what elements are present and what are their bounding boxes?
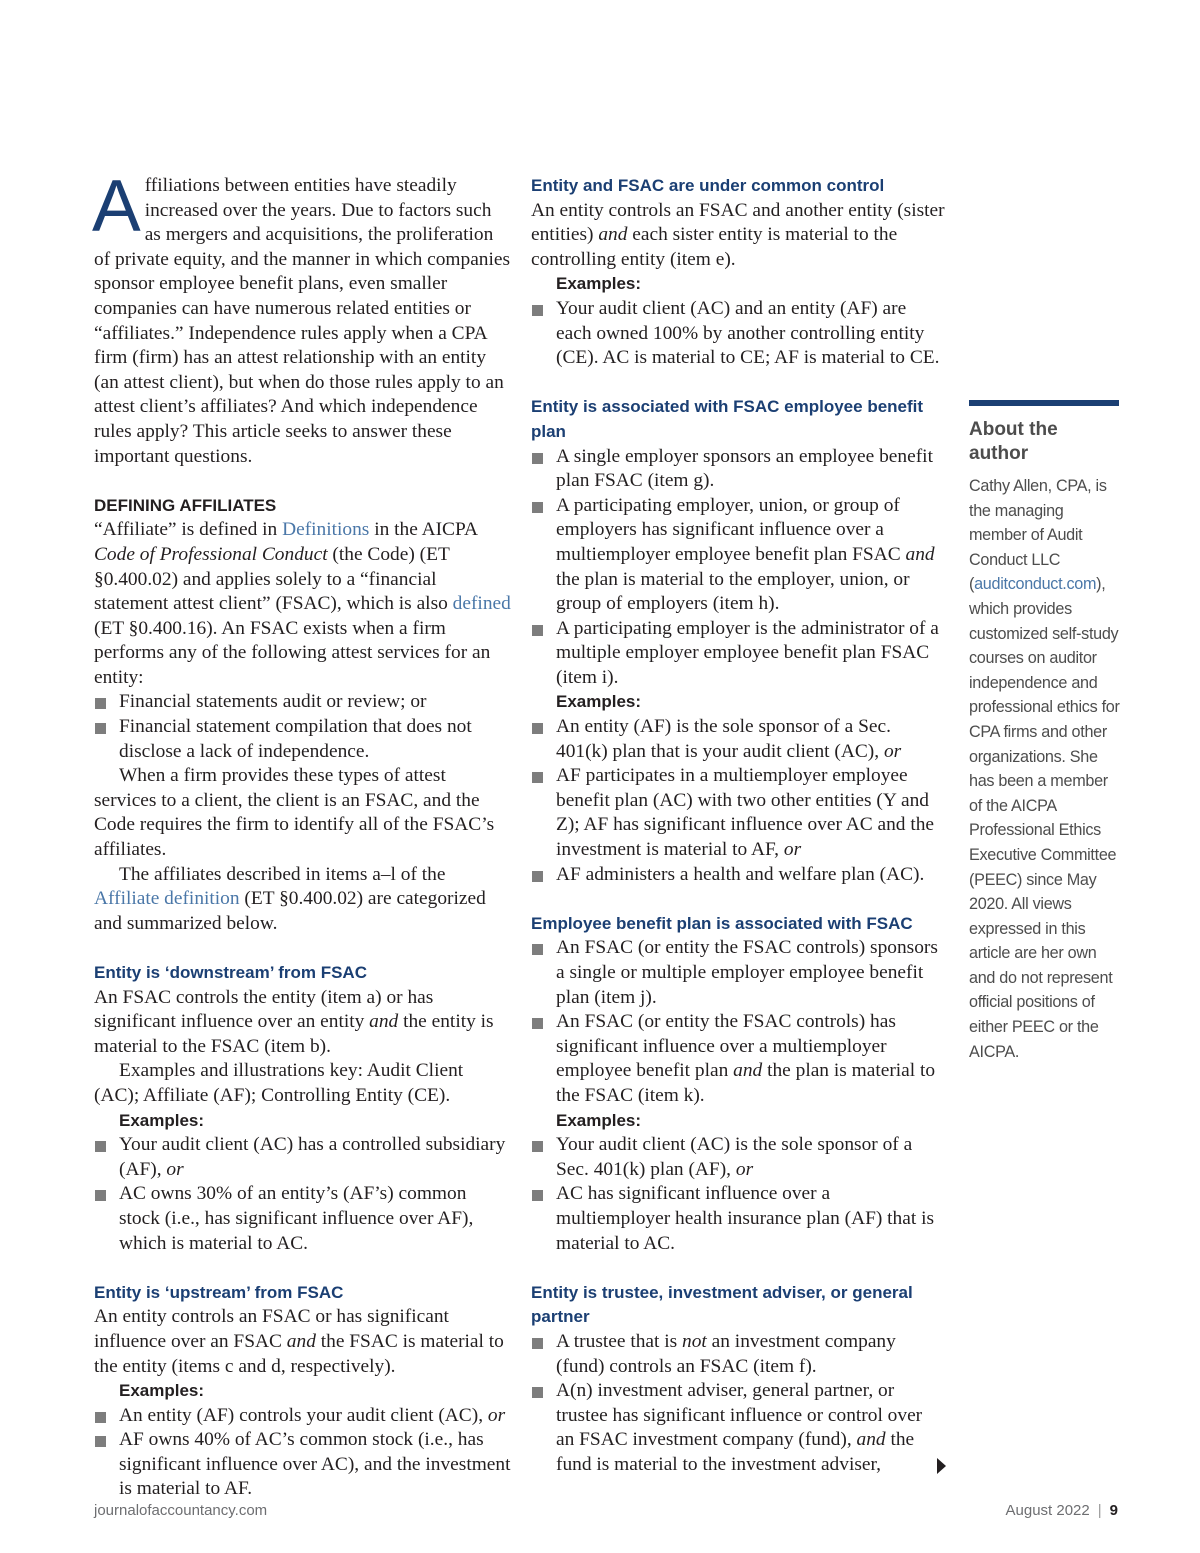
list-item-text: the fund is material to the investment adviser, [556,1429,915,1475]
footer-date: August 2022 [1005,1502,1090,1519]
list-item [531,1330,945,1379]
downstream-examples-list [94,1133,512,1256]
list-item-text: Your audit client (AC) is the sole sponsor of a Sec. 401(k) plan (AF), [556,1134,913,1180]
text-run: ), which provides customized self-study courses on auditor independence and professional ethics for CPA firms and other organizations. She has been a member of the AICPA Professional Ethics Executive Committee (PEEC) since May 2020. All views expressed in this article are her own and do not represent official positions of either PEEC or the AICPA. [969,575,1120,1061]
square-bullet-icon [95,723,106,734]
emphasis: not [682,1330,707,1352]
list-item-text: An FSAC (or entity the FSAC controls) has significant influence over a multiemployer employee benefit plan [556,1011,896,1082]
article-column-1 [92,166,512,1502]
list-item-text: the plan is material to the FSAC (item k). [556,1060,936,1106]
text-run: An FSAC controls the entity (item a) or has significant influence over an entity [94,986,434,1033]
square-bullet-icon [532,772,543,783]
list-item-text: A trustee that is [556,1330,683,1352]
footer-separator: | [1097,1502,1102,1519]
list-item [94,690,512,715]
benefit-plan-list [531,445,945,691]
about-author-title: About the author [969,419,1058,464]
text-run: Cathy Allen, CPA, is the managing member of Audit Conduct LLC ( [969,477,1107,594]
downstream-heading: Entity is ‘downstream’ from FSAC [94,963,367,982]
list-item [531,445,945,494]
list-item-text: An entity (AF) is the sole sponsor of a Sec. 401(k) plan that is your audit client (AC), [556,716,891,762]
square-bullet-icon [532,1387,543,1398]
affiliate-definition-link[interactable]: Affiliate definition [94,888,240,910]
defined-link[interactable]: defined [452,593,511,615]
list-item [531,1379,945,1477]
list-item [531,617,945,691]
list-item [531,863,945,888]
defining-affiliates-heading: DEFINING AFFILIATES [94,495,277,515]
square-bullet-icon [532,1141,543,1152]
examples-label: Examples: [556,274,642,294]
common-control-examples-list [531,297,945,371]
list-item-text: the plan is material to the employer, union, or group of employers (item h). [556,568,910,615]
benefit-plan-heading: Entity is associated with FSAC employee benefit plan [531,397,924,441]
emphasis: and [286,1330,316,1352]
upstream-heading: Entity is ‘upstream’ from FSAC [94,1282,344,1302]
list-item-text: Financial statements audit or review; or [119,691,427,713]
list-item-text: Your audit client (AC) and an entity (AF) are each owned 100% by another controlling entity (CE). AC is material to CE; AF is material to CE. [556,297,940,369]
emphasis: and [369,1011,399,1033]
footer-site: journalofaccountancy.com [94,1502,268,1519]
list-item-text: A participating employer is the administrator of a multiple employer employee benefit plan FSAC (item i). [556,617,939,688]
examples-label: Examples: [119,1110,205,1130]
list-item-text: AC owns 30% of an entity’s (AF’s) common stock (i.e., has significant influence over AF), which is material to AC. [119,1183,474,1254]
list-item [94,715,512,764]
common-control-heading: Entity and FSAC are under common control [531,176,885,195]
code-title: Code of Professional Conduct [94,543,328,565]
square-bullet-icon [95,698,106,709]
attest-services-list [94,690,512,764]
emphasis: and [598,224,628,246]
plan-associated-heading: Employee benefit plan is associated with FSAC [531,913,913,933]
list-item [531,1133,945,1182]
definitions-link[interactable]: Definitions [282,519,370,541]
text-run: An entity controls an FSAC or has significant influence over an FSAC [94,1306,449,1352]
emphasis: or [783,839,802,861]
square-bullet-icon [95,1412,106,1423]
emphasis: and [905,543,935,565]
text-run: An entity controls an FSAC and another entity (sister entities) [531,199,945,246]
list-item-text: AF participates in a multiemployer employee benefit plan (AC) with two other entities (Y and Z); AF has significant influence over AC and the investment is material to AF, [556,765,935,861]
list-item [94,1428,512,1502]
square-bullet-icon [532,1338,543,1349]
list-item [531,297,945,371]
list-item-text: Financial statement compilation that does not disclose a lack of independence. [119,716,472,762]
intro-text: ffiliations between entities have steadily increased over the years. Due to factors such as mergers and acquisitions, the proliferation of private equity, and the manner in which companies sponsor employee benefit plans, even smaller companies can have numerous related entities or “affiliates.” Independence rules apply when a CPA firm (firm) has an attest relationship with an entity (an attest client), but when do those rules apply to an attest client’s affiliates? And which independence rules apply? This article seeks to answer these important questions. [94,175,511,467]
downstream-paragraph [94,986,512,1060]
square-bullet-icon [532,944,543,955]
list-item-text: A(n) investment adviser, general partner, or trustee has significant influence or control over an FSAC investment company (fund), [556,1380,923,1451]
examples-label: Examples: [119,1381,205,1401]
about-author-sidebar [969,400,1121,1064]
text-run: each sister entity is material to the controlling entity (item e). [531,224,898,270]
list-item [531,936,945,1010]
plan-associated-examples-list [531,1133,945,1256]
categorized-paragraph [94,863,512,937]
square-bullet-icon [532,305,543,316]
text-run: (ET §0.400.02) are categorized and summarized below. [94,888,486,934]
text-run: (ET §0.400.16). An FSAC exists when a firm performs any of the following attest services for an entity: [94,617,491,688]
list-item-text: Your audit client (AC) has a controlled subsidiary (AF), [119,1134,506,1180]
list-item-text: an investment company (fund) controls an FSAC (item f). [556,1330,896,1377]
upstream-paragraph [94,1305,512,1379]
trustee-heading: Entity is trustee, investment adviser, or general partner [531,1282,913,1327]
emphasis: and [856,1429,886,1451]
text-run: the FSAC is material to the entity (items c and d, respectively). [94,1330,504,1377]
intro-paragraph [92,166,512,469]
list-item-text: An FSAC (or entity the FSAC controls) sponsors a single or multiple employer employee benefit plan (item j). [556,937,938,1008]
key-paragraph: Examples and illustrations key: Audit Client (AC); Affiliate (AF); Controlling Entity (CE). [94,1060,464,1106]
examples-label: Examples: [556,1110,642,1130]
upstream-examples-list [94,1404,512,1502]
common-control-paragraph [531,199,945,273]
fsac-paragraph: When a firm provides these types of attest services to a client, the client is an FSAC, and the Code requires the firm to identify all of the FSAC’s affiliates. [94,765,495,861]
list-item [531,715,945,764]
list-item-text: AC has significant influence over a multiemployer health insurance plan (AF) that is material to AC. [556,1183,935,1254]
text-run: The affiliates described in items a–l of the [119,863,446,885]
trustee-list [531,1330,945,1478]
list-item [531,1010,945,1108]
square-bullet-icon [95,1436,106,1447]
list-item [94,1404,512,1429]
list-item-text: AF owns 40% of AC’s common stock (i.e., has significant influence over AC), and the investment is material to AF. [119,1429,511,1500]
definition-paragraph [94,518,512,690]
text-run: (the Code) (ET §0.400.02) and applies solely to a “financial statement attest client” (FSAC), which is also [94,543,453,615]
square-bullet-icon [532,723,543,734]
list-item-text: A participating employer, union, or group of employers has significant influence over a multiemployer employee benefit plan FSAC [556,494,906,565]
emphasis: or [487,1404,506,1426]
sidebar-rule [969,400,1119,406]
emphasis: or [735,1158,754,1180]
square-bullet-icon [532,453,543,464]
page-number: 9 [1109,1502,1118,1519]
footer-page-info [1006,1502,1119,1519]
list-item [94,1133,512,1182]
author-bio [969,474,1121,1064]
text-run: the entity is material to the FSAC (item b). [94,1011,494,1057]
emphasis: and [733,1060,763,1082]
list-item-text: An entity (AF) controls your audit client (AC), [119,1404,488,1426]
continued-arrow-icon [937,1458,946,1474]
square-bullet-icon [532,625,543,636]
benefit-plan-examples-list [531,715,945,887]
square-bullet-icon [532,1190,543,1201]
square-bullet-icon [532,871,543,882]
plan-associated-list [531,936,945,1108]
square-bullet-icon [532,502,543,513]
square-bullet-icon [95,1190,106,1201]
list-item [94,1182,512,1256]
list-item-text: A single employer sponsors an employee benefit plan FSAC (item g). [556,445,933,492]
square-bullet-icon [532,1018,543,1029]
list-item [531,1182,945,1256]
list-item [531,764,945,862]
examples-label: Examples: [556,692,642,712]
list-item-text: AF administers a health and welfare plan (AC). [556,863,925,885]
square-bullet-icon [95,1141,106,1152]
text-run: “Affiliate” is defined in [94,519,283,541]
text-run: in the AICPA [369,519,477,541]
emphasis: or [883,740,902,762]
article-column-2 [531,174,945,1477]
auditconduct-link[interactable]: auditconduct.com [974,575,1097,594]
drop-cap: A [92,166,141,247]
emphasis: or [166,1158,184,1180]
list-item [531,494,945,617]
